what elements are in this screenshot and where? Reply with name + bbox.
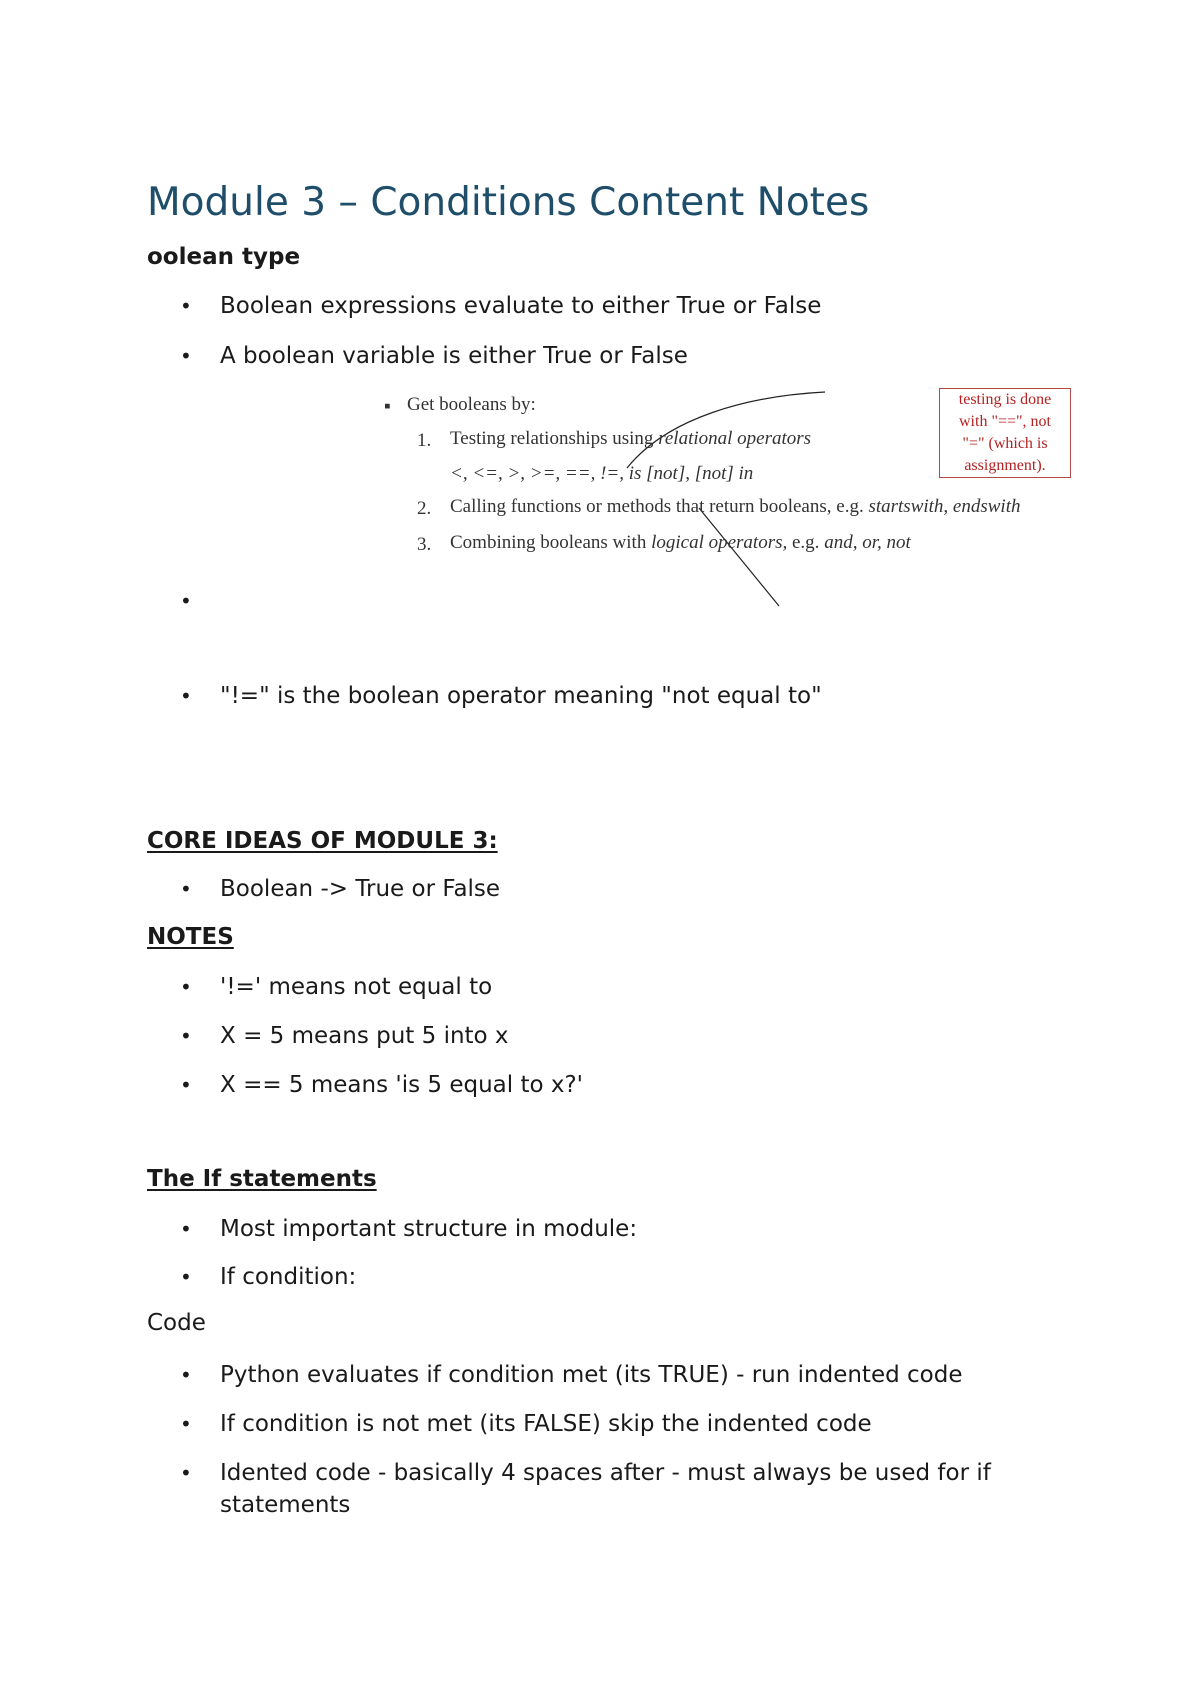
bullet-icon: • bbox=[180, 1073, 192, 1097]
figure-bullet-icon: ▪ bbox=[384, 396, 391, 417]
list-item-text: If condition: bbox=[220, 1264, 357, 1290]
note-line: "=" (which is bbox=[962, 435, 1048, 452]
figure-item-number: 1. bbox=[417, 430, 432, 451]
figure-intro: Get booleans by: bbox=[407, 394, 536, 415]
figure-item-text: Combining booleans with logical operators, e.g. and, or, not bbox=[450, 532, 911, 553]
bullet-icon: • bbox=[180, 975, 192, 999]
page-title: Module 3 – Conditions Content Notes bbox=[147, 180, 870, 225]
heading-boolean-type: oolean type bbox=[147, 244, 301, 270]
figure-item-number: 2. bbox=[417, 498, 432, 519]
figure-item-text: Calling functions or methods that return booleans, e.g. startswith, endswith bbox=[450, 496, 1021, 517]
list-item-text: '!=' means not equal to bbox=[220, 974, 493, 1000]
list-item-text: Idented code - basically 4 spaces after - must always be used for if statements bbox=[220, 1460, 991, 1518]
list-item-text: Boolean expressions evaluate to either True or False bbox=[220, 293, 822, 319]
note-line: assignment). bbox=[964, 457, 1046, 474]
bullet-icon: • bbox=[180, 1461, 192, 1485]
code-label: Code bbox=[147, 1310, 206, 1336]
heading-notes: NOTES bbox=[147, 924, 234, 950]
heading-core-ideas: CORE IDEAS OF MODULE 3: bbox=[147, 828, 498, 854]
heading-if-statements: The If statements bbox=[147, 1166, 377, 1192]
list-item-text: "!=" is the boolean operator meaning "not equal to" bbox=[220, 683, 822, 709]
list-item-text: If condition is not met (its FALSE) skip the indented code bbox=[220, 1411, 872, 1437]
bullet-icon: • bbox=[180, 1412, 192, 1436]
bullet-icon: • bbox=[180, 684, 192, 708]
figure-item-text: Testing relationships using relational operators bbox=[450, 428, 812, 449]
booleans-figure bbox=[227, 388, 1052, 610]
bullet-icon: • bbox=[180, 589, 192, 613]
list-item-text: X == 5 means 'is 5 equal to x?' bbox=[220, 1072, 584, 1098]
bullet-icon: • bbox=[180, 1024, 192, 1048]
note-line: with "==", not bbox=[959, 413, 1051, 430]
bullet-icon: • bbox=[180, 877, 192, 901]
list-item-text: A boolean variable is either True or False bbox=[220, 343, 688, 369]
bullet-icon: • bbox=[180, 1363, 192, 1387]
note-line: testing is done bbox=[958, 391, 1052, 408]
bullet-icon: • bbox=[180, 344, 192, 368]
list-item-text: Most important structure in module: bbox=[220, 1216, 638, 1242]
bullet-icon: • bbox=[180, 294, 192, 318]
list-item-text: Boolean -> True or False bbox=[220, 876, 501, 902]
figure-item-number: 3. bbox=[417, 534, 432, 555]
bullet-icon: • bbox=[180, 1265, 192, 1289]
list-item-text: X = 5 means put 5 into x bbox=[220, 1023, 509, 1049]
list-item-text: Python evaluates if condition met (its TRUE) - run indented code bbox=[220, 1362, 963, 1388]
bullet-icon: • bbox=[180, 1217, 192, 1241]
figure-operators: <, <=, >, >=, ==, !=, is [not], [not] in bbox=[450, 463, 754, 484]
annotation-note bbox=[939, 388, 1071, 478]
